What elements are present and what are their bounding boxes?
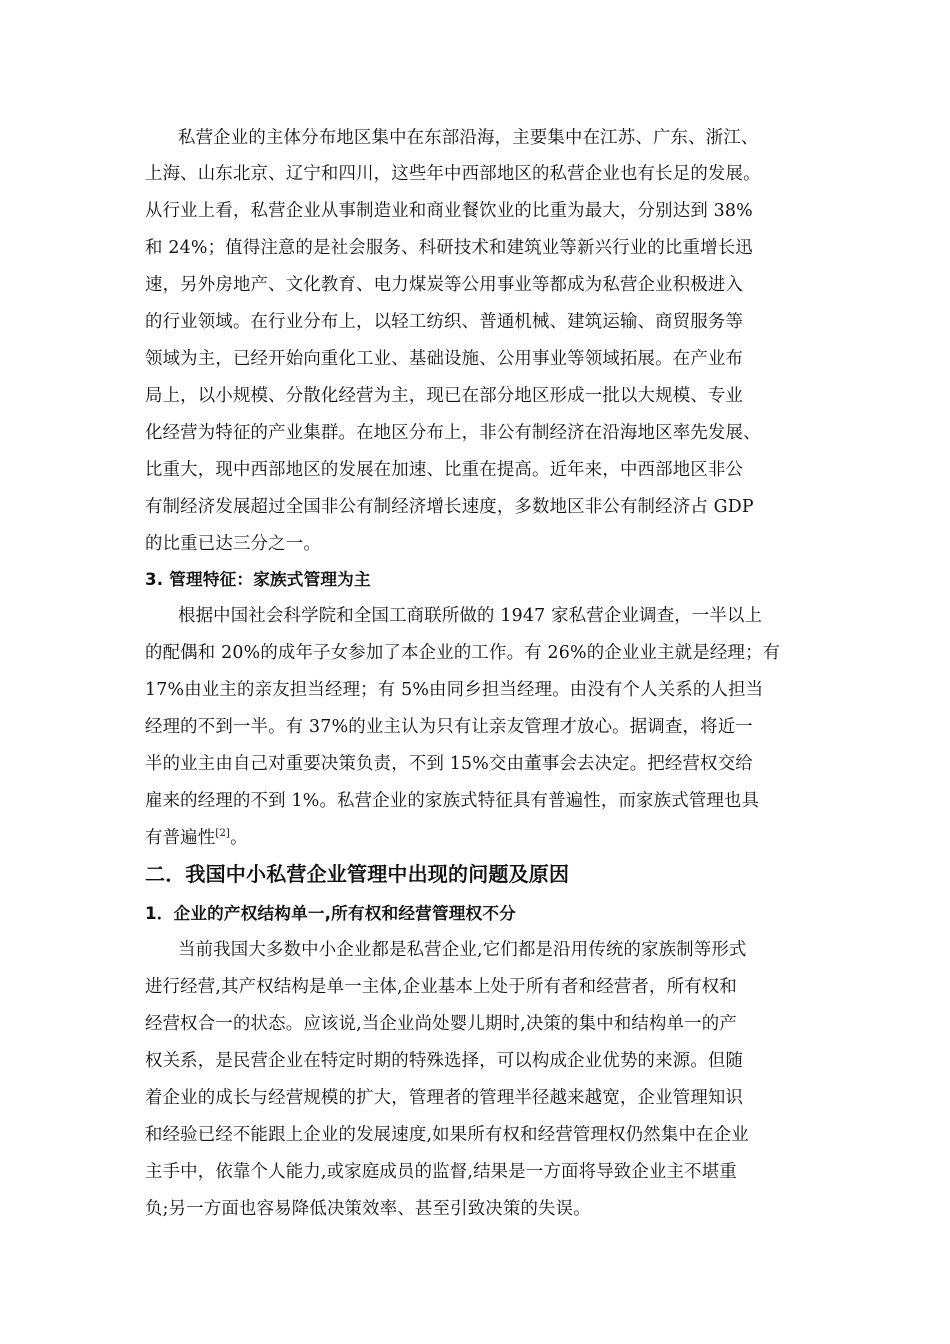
citation-reference[interactable]: [2] bbox=[215, 828, 231, 839]
paragraph1-line: 的比重已达三分之一。 bbox=[145, 534, 321, 554]
paragraph1-line: 上海、山东北京、辽宁和四川，这些年中西部地区的私营企业也有长足的发展。 bbox=[145, 164, 761, 184]
paragraph2-line: 雇来的经理的不到 1%。私营企业的家族式特征具有普遍性，而家族式管理也具 bbox=[145, 791, 760, 811]
paragraph2-last-text: 有普遍性 bbox=[145, 828, 216, 848]
paragraph1-line: 从行业上看，私营企业从事制造业和商业餐饮业的比重为最大，分别达到 38% bbox=[145, 201, 753, 221]
paragraph3-line: 着企业的成长与经营规模的扩大，管理者的管理半径越来越宽，企业管理知识 bbox=[145, 1088, 744, 1108]
paragraph2-line: 经理的不到一半。有 37%的业主认为只有让亲友管理才放心。据调查，将近一 bbox=[145, 717, 753, 737]
paragraph1-line: 速，另外房地产、文化教育、电力煤炭等公用事业等都成为私营企业积极进入 bbox=[145, 275, 744, 295]
paragraph3-line: 负;另一方面也容易降低决策效率、甚至引致决策的失误。 bbox=[145, 1199, 591, 1219]
paragraph1-line: 有制经济发展超过全国非公有制经济增长速度，多数地区非公有制经济占 GDP bbox=[145, 497, 754, 517]
paragraph2-line: 半的业主由自己对重要决策负责，不到 15%交由董事会去决定。把经营权交给 bbox=[145, 754, 753, 774]
paragraph3-line: 进行经营,其产权结构是单一主体,企业基本上处于所有者和经营者，所有权和 bbox=[145, 977, 737, 997]
section-heading-problems: 二．我国中小私营企业管理中出现的问题及原因 bbox=[145, 862, 570, 886]
paragraph1-line: 领域为主，已经开始向重化工业、基础设施、公用事业等领域拓展。在产业布 bbox=[145, 349, 744, 369]
paragraph3-line: 主手中，依靠个人能力,或家庭成员的监督,结果是一方面将导致企业主不堪重 bbox=[145, 1162, 737, 1182]
paragraph1-line: 和 24%；值得注意的是社会服务、科研技术和建筑业等新兴行业的比重增长迅 bbox=[145, 238, 753, 258]
paragraph1-line: 私营企业的主体分布地区集中在东部沿海，主要集中在江苏、广东、浙江、 bbox=[178, 128, 759, 148]
paragraph2-line: 17%由业主的亲友担当经理；有 5%由同乡担当经理。由没有个人关系的人担当 bbox=[145, 680, 764, 700]
section-heading-management: 3. 管理特征：家族式管理为主 bbox=[145, 570, 371, 589]
paragraph1-line: 的行业领域。在行业分布上，以轻工纺织、普通机械、建筑运输、商贸服务等 bbox=[145, 312, 744, 332]
paragraph2-last-line bbox=[145, 826, 815, 850]
paragraph2-line: 根据中国社会科学院和全国工商联所做的 1947 家私营企业调查，一半以上 bbox=[178, 606, 763, 626]
paragraph3-line: 当前我国大多数中小企业都是私营企业,它们都是沿用传统的家族制等形式 bbox=[178, 940, 747, 960]
paragraph2-last-punct: 。 bbox=[230, 828, 248, 848]
paragraph1-line: 局上，以小规模、分散化经营为主，现已在部分地区形成一批以大规模、专业 bbox=[145, 386, 744, 406]
paragraph1-line: 化经营为特征的产业集群。在地区分布上，非公有制经济在沿海地区率先发展、 bbox=[145, 423, 761, 443]
paragraph1-line: 比重大，现中西部地区的发展在加速、比重在提高。近年来，中西部地区非公 bbox=[145, 460, 744, 480]
paragraph3-line: 经营权合一的状态。应该说,当企业尚处婴儿期时,决策的集中和结构单一的产 bbox=[145, 1014, 737, 1034]
paragraph3-line: 权关系，是民营企业在特定时期的特殊选择，可以构成企业优势的来源。但随 bbox=[145, 1051, 744, 1071]
subsection-heading-ownership: 1．企业的产权结构单一,所有权和经营管理权不分 bbox=[145, 904, 516, 923]
paragraph2-line: 的配偶和 20%的成年子女参加了本企业的工作。有 26%的企业业主就是经理；有 bbox=[145, 643, 781, 663]
paragraph3-line: 和经验已经不能跟上企业的发展速度,如果所有权和经营管理权仍然集中在企业 bbox=[145, 1125, 749, 1145]
